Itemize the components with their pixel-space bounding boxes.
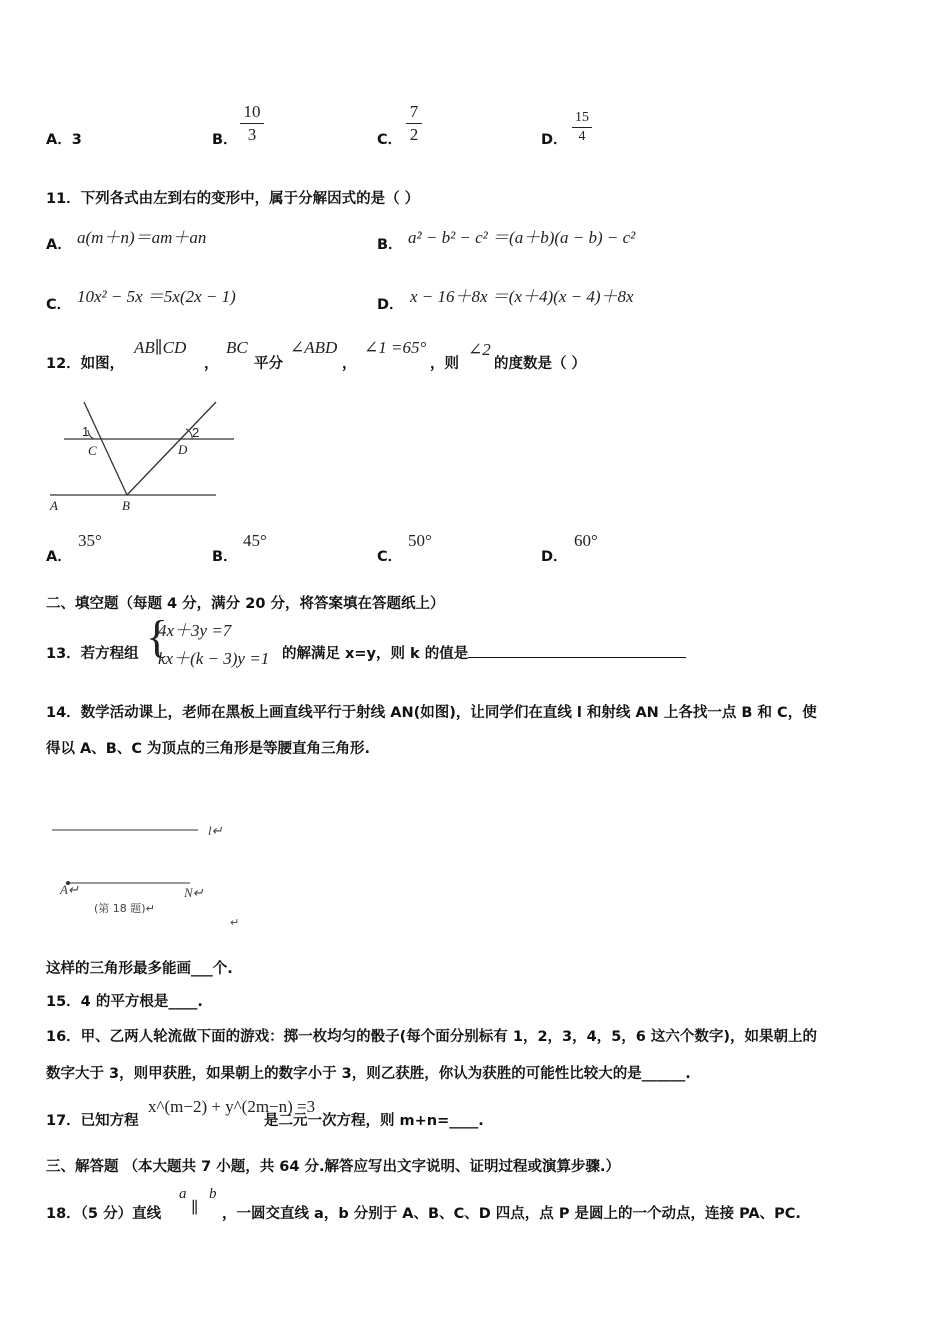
q11-option-c-expr: 10x² − 5x ＝5x(2x − 1) bbox=[77, 287, 236, 306]
fig-label-l: l↵ bbox=[208, 823, 223, 838]
q11-option-c-label: C． bbox=[46, 297, 72, 313]
q12-sep1: ， bbox=[204, 356, 219, 372]
q11-option-a-expr: a(m＋n)＝am＋an bbox=[77, 228, 207, 247]
q13-equation-system bbox=[146, 611, 286, 668]
q12-math-angle-abd: ∠ABD bbox=[290, 338, 338, 357]
q12-prefix: 12．如图， bbox=[46, 356, 125, 372]
q11-stem: 11．下列各式由左到右的变形中，属于分解因式的是（ ） bbox=[46, 191, 420, 207]
section-3-heading: 三、解答题 （本大题共 7 小题，共 64 分.解答应写出文字说明、证明过程或演算步骤.） bbox=[46, 1159, 621, 1175]
q13-brace: { bbox=[146, 611, 169, 662]
q11-option-a-label: A． bbox=[46, 237, 72, 253]
q10-option-d-denominator: 4 bbox=[578, 129, 586, 144]
q13-equation-1: 4x＋3y =7 bbox=[158, 621, 232, 640]
fig-label-2: 2 bbox=[192, 425, 200, 440]
fig-caption: (第 18 题)↵ bbox=[94, 902, 155, 915]
line-bd bbox=[127, 402, 216, 495]
q12-option-b-value: 45° bbox=[243, 531, 267, 550]
q10-option-b-numerator: 10 bbox=[243, 102, 261, 121]
fig-label-1: 1 bbox=[82, 424, 90, 439]
q18-parallel-sign: ∥ bbox=[191, 1200, 199, 1217]
q10-option-d-numerator: 15 bbox=[575, 110, 589, 125]
q17-expression-text: x^(m−2) + y^(2m−n) =3 bbox=[148, 1097, 316, 1116]
q18-line-a: a bbox=[179, 1186, 187, 1202]
fig-label-a: A bbox=[50, 498, 58, 513]
q12-text-then: ，则 bbox=[430, 356, 459, 372]
q10-option-b-label: B． bbox=[212, 132, 238, 148]
q12-option-c-value: 50° bbox=[408, 531, 432, 550]
fig-label-a: A↵ bbox=[60, 882, 79, 897]
q14-figure bbox=[50, 814, 250, 934]
q10-option-a bbox=[46, 128, 82, 149]
q12-option-c-label: C． bbox=[377, 549, 403, 565]
q12-math-bc: BC bbox=[226, 338, 248, 357]
q11-option-b-label: B． bbox=[377, 237, 403, 253]
section-2-heading: 二、填空题（每题 4 分，满分 20 分，将答案填在答题纸上） bbox=[46, 596, 445, 612]
q10-option-c-label: C． bbox=[377, 132, 403, 148]
q12-text-ask: 的度数是（ ） bbox=[494, 356, 587, 372]
fig-return-mark: ↵ bbox=[230, 916, 240, 929]
q11-option-b-expr: a² − b² − c² ＝(a＋b)(a − b) − c² bbox=[408, 228, 636, 247]
q18-suffix: ，一圆交直线 a，b 分别于 A、B、C、D 四点，点 P 是圆上的一个动点，连接 PA、PC. bbox=[222, 1206, 801, 1222]
q12-text-bisect: 平分 bbox=[254, 356, 283, 372]
fig-label-d: D bbox=[178, 442, 188, 457]
q11-option-d-expr: x − 16＋8x ＝(x＋4)(x − 4)＋8x bbox=[410, 287, 634, 306]
fig-label-n: N↵ bbox=[184, 885, 204, 900]
q10-option-b-fraction bbox=[240, 102, 264, 145]
q13-suffix-text: 的解满足 x=y，则 k 的值是 bbox=[282, 646, 469, 662]
q10-option-b-denominator: 3 bbox=[247, 125, 257, 144]
q12-option-d-label: D． bbox=[541, 549, 568, 565]
fig-label-c: C bbox=[88, 443, 97, 458]
q18-line-b: b bbox=[209, 1186, 217, 1202]
q13-answer-blank[interactable] bbox=[468, 657, 686, 658]
q17-suffix: 是二元一次方程，则 m+n=____. bbox=[264, 1113, 484, 1129]
q12-math-parallel: AB∥CD bbox=[134, 338, 187, 357]
q16-line-1: 16．甲、乙两人轮流做下面的游戏：掷一枚均匀的骰子(每个面分别标有 1，2，3，4，5，6 这六个数字)，如果朝上的 bbox=[46, 1029, 818, 1045]
q10-option-c-numerator: 7 bbox=[409, 102, 419, 121]
q15: 15．4 的平方根是____. bbox=[46, 994, 203, 1010]
q12-math-angle2: ∠2 bbox=[468, 340, 491, 359]
q10-option-a-value: 3 bbox=[71, 132, 82, 148]
q14-line-2: 得以 A、B、C 为顶点的三角形是等腰直角三角形. bbox=[46, 741, 371, 757]
q10-option-c-fraction bbox=[406, 102, 422, 145]
q12-sep2: ， bbox=[342, 356, 357, 372]
q10-option-d-fraction bbox=[572, 110, 592, 145]
q12-option-a-label: A． bbox=[46, 549, 72, 565]
q12-option-d-value: 60° bbox=[574, 531, 598, 550]
q18-prefix: 18．（5 分）直线 bbox=[46, 1206, 162, 1222]
q14-line-1: 14．数学活动课上，老师在黑板上画直线平行于射线 AN(如图)，让同学们在直线 l 和射线 AN 上各找一点 B 和 C，使 bbox=[46, 705, 817, 721]
q12-figure bbox=[44, 396, 244, 516]
q10-option-c-denominator: 2 bbox=[409, 125, 419, 144]
q11-option-d-label: D． bbox=[377, 297, 404, 313]
q16-line-2: 数字大于 3，则甲获胜，如果朝上的数字小于 3，则乙获胜，你认为获胜的可能性比较大的是______. bbox=[46, 1066, 691, 1082]
q13-equation-2: kx＋(k − 3)y =1 bbox=[158, 649, 270, 668]
q10-option-a-label: A． bbox=[46, 132, 72, 148]
q13-suffix bbox=[282, 642, 686, 663]
q13-prefix: 13．若方程组 bbox=[46, 646, 139, 662]
q12-option-a-value: 35° bbox=[78, 531, 102, 550]
q10-option-d-label: D． bbox=[541, 132, 568, 148]
q14-after: 这样的三角形最多能画___个. bbox=[46, 961, 233, 977]
fig-label-b: B bbox=[122, 498, 130, 513]
q12-math-angle1: ∠1 =65° bbox=[364, 338, 427, 357]
q12-option-b-label: B． bbox=[212, 549, 238, 565]
q17-prefix: 17．已知方程 bbox=[46, 1113, 139, 1129]
